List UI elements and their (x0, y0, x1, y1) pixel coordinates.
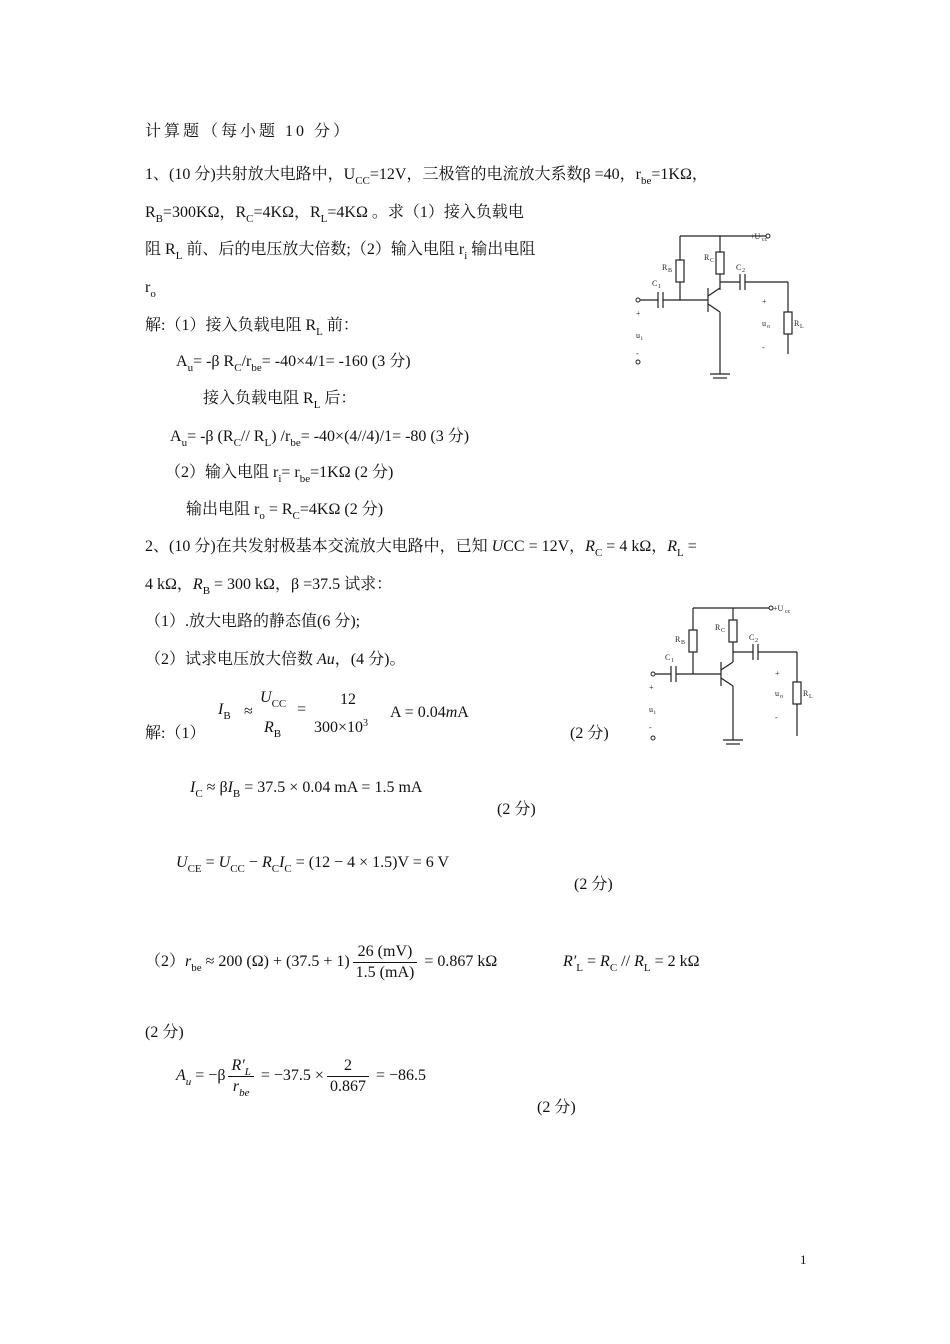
points-2: (2 分) (497, 801, 536, 818)
ic-formula: $I_C \approx \beta I_B = 37.5 \times 0.04$ mA = 1.5 mA (190, 779, 423, 800)
svg-text:R: R (662, 263, 668, 272)
q2-line1: 2、(10 分)在共发射极基本交流放大电路中，已知 UCC = 12V，$R_C = 4$ kΩ，$R_L$ = (145, 538, 697, 559)
svg-text:+U: +U (750, 232, 761, 241)
svg-text:C: C (736, 263, 742, 272)
points-1: (2 分) (570, 725, 609, 742)
svg-text:+: + (762, 297, 767, 306)
svg-text:R: R (715, 623, 721, 632)
svg-text:i: i (654, 710, 656, 716)
au-fraction-1: $\frac{R'_L}{r_{be}}$ (228, 1056, 253, 1097)
q2-sub2: （2）试求电压放大倍数 Au，(4 分)。 (145, 651, 406, 668)
q2-sub1: （1）.放大电路的静态值(6 分); (145, 613, 361, 630)
q1-solution-head: 解:（1）接入负载电阻 $R_L$ 前： (145, 317, 359, 338)
q1-line4: $r_o$ (145, 279, 156, 300)
q1-eq2: $A_u= -\beta$ ($R_C//$ $R_L$) $/r_{be}= -40\times(4//4)/1= -80$ (3 分) (170, 428, 470, 449)
svg-text:C: C (710, 258, 715, 264)
svg-text:1: 1 (658, 284, 661, 290)
svg-text:1: 1 (671, 658, 674, 664)
svg-text:R: R (794, 319, 800, 328)
au-formula: $A_u = -\beta$ $\frac{R'_L}{r_{be}}$ = −37.5 × $\frac{2}{0.867}$ = −86.5 (176, 1056, 426, 1099)
rbe-formula: $(2)r_{be} \approx 200$ (Ω) + (37.5 + 1) $\frac{26 (mV)}{1.5 (mA)}$ = 0.867 kΩ (145, 942, 498, 981)
svg-text:o: o (767, 324, 770, 330)
ib-approx: ≈ (244, 703, 253, 720)
q1-line1: 1、(10 分)共射放大电路中，$U_{CC}=12V$，三极管的电流放大系数β =40，$r_{be}=1K\Omega$， (145, 166, 708, 187)
uce-formula: $U_{CE} = U_{CC} - R_CI_C = (12 - 4 \times 1.5)V = 6$ V (176, 854, 450, 875)
svg-text:u: u (775, 689, 779, 698)
ucc-symbol: $U_{CC}$ (260, 689, 287, 710)
svg-text:2: 2 (742, 268, 745, 274)
rl-prime-formula: $R'_L = R_C // R_L = 2$ kΩ (563, 953, 700, 974)
svg-text:C: C (652, 279, 658, 288)
svg-text:-: - (636, 349, 639, 358)
svg-text:i: i (641, 336, 643, 342)
svg-text:C: C (721, 628, 726, 634)
points-5: (2 分) (537, 1099, 576, 1116)
svg-text:-: - (762, 343, 765, 352)
svg-text:o: o (780, 694, 783, 700)
ib-num: 12 (340, 691, 356, 708)
svg-text:u: u (636, 331, 640, 340)
svg-text:+: + (649, 683, 654, 692)
svg-text:u: u (762, 319, 766, 328)
q1-eq4: 输出电阻 $r_o = R_C=4K\Omega$ (2 分) (186, 501, 384, 522)
q2-line2: 4 kΩ，$R_B = 300$ kΩ，β =37.5 试求： (145, 576, 393, 597)
svg-text:B: B (681, 640, 686, 646)
svg-text:R: R (803, 689, 809, 698)
section-title: 计算题（每小题 10 分） (145, 123, 353, 140)
rbe-fraction: $\frac{26 (mV)}{1.5 (mA)}$ (353, 942, 418, 983)
svg-text:C: C (749, 633, 755, 642)
ib-den: $300\times 10^3$ (314, 718, 369, 736)
svg-text:cc: cc (762, 237, 768, 243)
ib-symbol: $I_B$ (218, 701, 231, 722)
au-fraction-2: $\frac{2}{0.867}$ (327, 1056, 369, 1097)
svg-text:+: + (636, 309, 641, 318)
q2-solution-label: 解:（1） (145, 725, 206, 742)
ib-result: A = 0.04mA (390, 704, 469, 721)
svg-text:u: u (649, 705, 653, 714)
svg-text:-: - (649, 723, 652, 732)
svg-text:+U: +U (773, 604, 784, 613)
svg-text:B: B (668, 268, 673, 274)
svg-text:cc: cc (785, 609, 791, 615)
q1-after-load: 接入负载电阻 $R_L$ 后： (203, 390, 357, 411)
points-4: (2 分) (145, 1024, 184, 1041)
svg-text:+: + (775, 669, 780, 678)
circuit-diagram-2 (641, 598, 822, 762)
q1-line3: 阻 $R_L$ 前、后的电压放大倍数;（2）输入电阻 $r_i$ 输出电阻 (145, 241, 536, 262)
svg-text:L: L (809, 694, 813, 700)
svg-text:C: C (665, 653, 671, 662)
q1-eq1: $A_u= -\beta$ $R_C/r_{be}= -40\times 4/1= -160$ (3 分) (176, 353, 411, 374)
ib-equals: = (297, 701, 307, 718)
page-number: 1 (800, 1252, 807, 1267)
q1-line2: $R_B=300K\Omega$，$R_C=4K\Omega$，$R_L=4K\Omega$ 。求（1）接入负载电 (145, 204, 524, 225)
svg-text:-: - (775, 713, 778, 722)
svg-text:L: L (800, 324, 804, 330)
svg-text:R: R (675, 635, 681, 644)
rb-symbol: $R_B$ (264, 719, 282, 740)
svg-text:2: 2 (755, 638, 758, 644)
svg-text:R: R (704, 253, 710, 262)
q1-eq3: （2）输入电阻 $r_i= r_{be}=1K\Omega$ (2 分) (165, 464, 394, 485)
circuit-diagram-1 (628, 222, 808, 390)
points-3: (2 分) (574, 876, 613, 893)
